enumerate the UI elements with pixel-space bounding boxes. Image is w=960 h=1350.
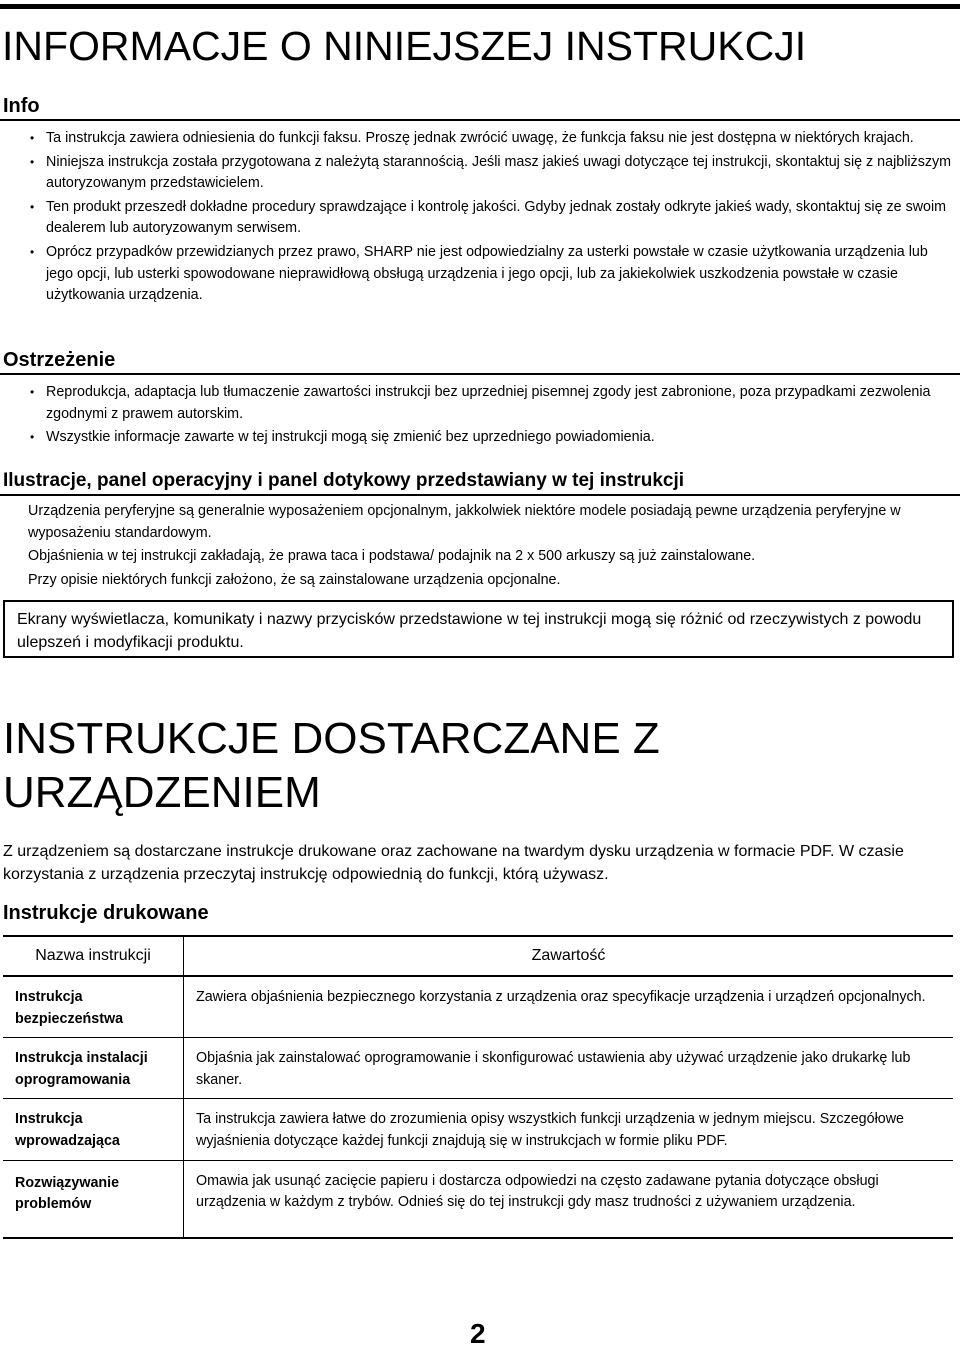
list-item: • Reprodukcja, adaptacja lub tłumaczenie zawartości instrukcji bez uprzedniej pisemnej zgody jest zabronione, poza przypadkami zezwolenia zgodnymi z prawem autorskim. [30, 384, 931, 422]
list-item: • Ta instrukcja zawiera odniesienia do funkcji faksu. Proszę jednak zwrócić uwagę, że funkcja faksu nie jest dostępna w niektórych krajach. [28, 128, 953, 150]
page-number: 2 [470, 1318, 486, 1349]
heading-warning: Ostrzeżenie [3, 349, 116, 371]
list-item: • Niniejsza instrukcja została przygotowana z należytą starannością. Jeśli masz jakieś uwagi dotyczące tej instrukcji, skontaktuj się z najbliższym autoryzowanym przedstawicielem. [30, 153, 952, 192]
manual-name: Instrukcja wprowadzająca [3, 1099, 184, 1160]
heading-illustrations: Ilustracje, panel operacyjny i panel dotykowy przedstawiany w tej instrukcji [3, 470, 685, 491]
table-row [3, 1038, 953, 1099]
list-item: • Wszystkie informacje zawarte w tej instrukcji mogą się zmienić bez uprzedniego powiadomienia. [28, 427, 953, 449]
heading-underline [0, 119, 960, 121]
manual-content: Zawiera objaśnienia bezpiecznego korzystania z urządzenia oraz specyfikacje urządzenia i urządzeń opcjonalnych. [184, 976, 954, 1038]
manual-content: Ta instrukcja zawiera łatwe do zrozumienia opisy wszystkich funkcji urządzenia w jednym miejscu. Szczegółowe wyjaśnienia dotyczące każdej funkcji znajdują się w instrukcjach w formie pliku PDF. [184, 1099, 954, 1160]
notice-box: Ekrany wyświetlacza, komunikaty i nazwy przycisków przedstawione w tej instrukcji mogą się różnić od rzeczywistych z powodu ulepszeń i modyfikacji produktu. [3, 600, 954, 658]
table-header-row [3, 936, 953, 976]
heading-underline [0, 494, 960, 496]
bullet-icon: • [30, 430, 35, 445]
list-item: • Ten produkt przeszedł dokładne procedury sprawdzające i kontrolę jakości. Gdyby jednak zostały odkryte jakieś wady, skontaktuj się ze swoim dealerem lub autoryzowanym serwisem. [30, 198, 947, 237]
column-header-name: Nazwa instrukcji [3, 936, 184, 976]
table-row [3, 1160, 953, 1238]
table-row [3, 976, 953, 1038]
bullet-icon: • [30, 131, 35, 145]
paragraph: Przy opisie niektórych funkcji założono, że są zainstalowane urządzenia opcjonalne. [28, 571, 561, 588]
list-item: • Oprócz przypadków przewidzianych przez prawo, SHARP nie jest odpowiedzialny za usterki powstałe w czasie użytkowania urządzenia lub jego opcji, lub usterki spowodowane nieprawidłową obsługą urządzenia i jego opcji, lub za jakiekolwiek uszkodzenia powstałe w czasie użytkowania urządzenia. [30, 243, 928, 304]
manual-name: Instrukcja instalacji oprogramowania [3, 1038, 184, 1099]
manual-content: Omawia jak usunąć zacięcie papieru i dostarcza odpowiedzi na często zadawane pytania dotyczące obsługi urządzenia w każdym z trybów. Odnieś się do tej instrukcji gdy masz trudności z używaniem urządzenia. [184, 1160, 954, 1238]
manuals-intro: Z urządzeniem są dostarczane instrukcje drukowane oraz zachowane na twardym dysku urządzenia w formacie PDF. W czasie korzystania z urządzenia przeczytaj instrukcję odpowiednią do funkcji, którą używasz. [3, 843, 904, 883]
manual-name: Rozwiązywanie problemów [3, 1160, 184, 1238]
heading-info: Info [3, 95, 40, 117]
bullet-icon: • [30, 385, 35, 399]
info-bullet-list [28, 128, 953, 309]
paragraph: Urządzenia peryferyjne są generalnie wyposażeniem opcjonalnym, jakkolwiek niektóre modele posiadają pewne urządzenia peryferyjne w wyposażeniu standardowym. [28, 503, 901, 541]
heading-underline [0, 373, 960, 375]
manuals-table [3, 935, 953, 1239]
top-rule [0, 4, 960, 9]
table-row [3, 1099, 953, 1160]
warning-bullet-list [28, 382, 953, 451]
manual-name: Instrukcja bezpieczeństwa [3, 976, 184, 1038]
column-header-content: Zawartość [184, 936, 954, 976]
bullet-icon: • [30, 199, 35, 214]
bullet-icon: • [30, 154, 35, 169]
bullet-icon: • [30, 244, 35, 259]
section-title-manuals: INSTRUKCJE DOSTARCZANE Z URZĄDZENIEM [3, 714, 660, 817]
heading-printed-manuals: Instrukcje drukowane [3, 902, 209, 924]
paragraph: Objaśnienia w tej instrukcji zakładają, że prawa taca i podstawa/ podajnik na 2 x 500 arkuszy są już zainstalowane. [28, 548, 756, 565]
illustrations-paragraphs [28, 501, 953, 593]
manual-content: Objaśnia jak zainstalować oprogramowanie i skonfigurować ustawienia aby używać urządzenie jako drukarkę lub skaner. [184, 1038, 954, 1099]
section-title-information: INFORMACJE O NINIEJSZEJ INSTRUKCJI [2, 23, 807, 69]
